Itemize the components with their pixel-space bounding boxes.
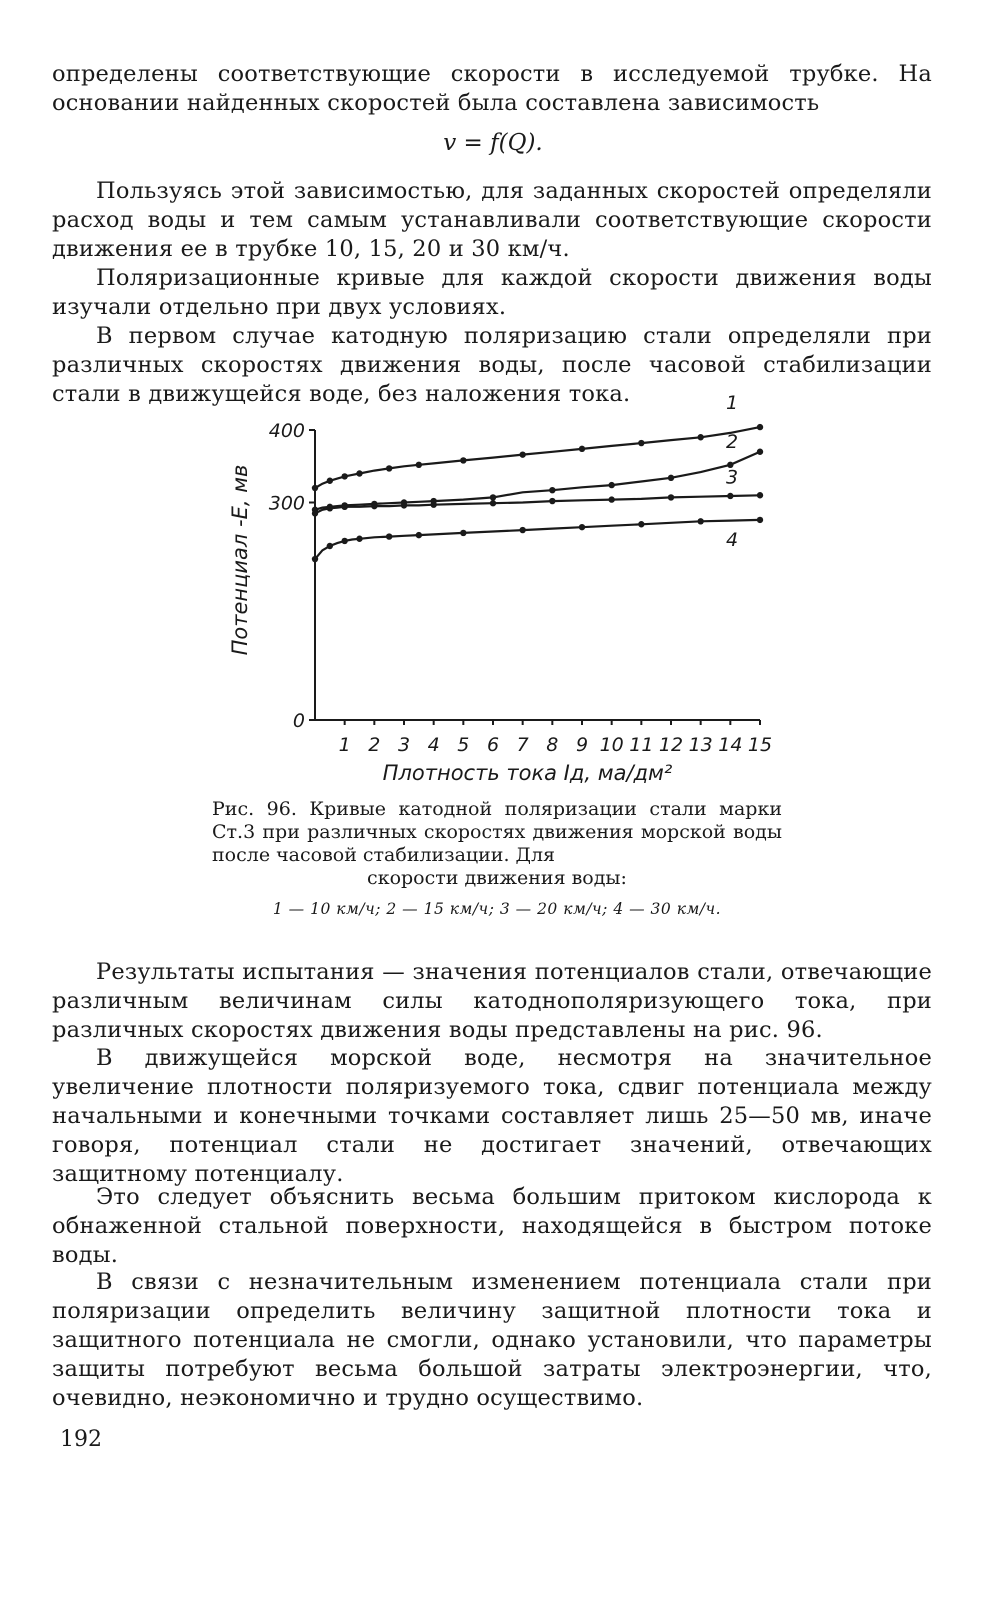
data-point-4 (327, 543, 333, 549)
chart-ticks (269, 420, 772, 756)
data-point-1 (460, 457, 466, 463)
x-tick-label: 2 (368, 734, 381, 756)
caption-main: Рис. 96. Кривые катодной поляризации стали марки Ст.3 при различных скоростях движения морской воды после часовой стабилизации. Для (212, 798, 782, 866)
data-point-1 (638, 440, 644, 446)
y-tick-label: 300 (268, 492, 305, 515)
data-point-4 (638, 521, 644, 527)
data-point-1 (697, 434, 703, 440)
data-point-3 (401, 502, 407, 508)
data-point-1 (312, 485, 318, 491)
series-label-4: 4 (725, 528, 739, 551)
caption-legend: 1 — 10 км/ч; 2 — 15 км/ч; 3 — 20 км/ч; 4 — 30 км/ч. (272, 900, 722, 918)
x-tick-label: 13 (688, 734, 713, 756)
data-point-3 (341, 504, 347, 510)
x-tick-label: 4 (427, 734, 440, 756)
data-point-3 (312, 510, 318, 516)
x-tick-label: 3 (397, 734, 411, 756)
data-point-4 (579, 524, 585, 530)
x-tick-label: 10 (599, 734, 624, 756)
data-point-3 (327, 505, 333, 511)
data-point-3 (371, 503, 377, 509)
paragraph-4: В первом случае катодную поляризацию стали определяли при различных скоростях движения воды, после часовой стабилизации стали в движущейся воде, без наложения тока. (52, 323, 932, 407)
data-point-2 (490, 494, 496, 500)
data-point-4 (341, 538, 347, 544)
series-line-4 (315, 520, 760, 559)
data-point-1 (519, 451, 525, 457)
data-point-2 (549, 487, 555, 493)
paragraph-3: Поляризационные кривые для каждой скорости движения воды изучали отдельно при двух условиях. (52, 265, 932, 320)
x-tick-label: 7 (516, 734, 529, 756)
x-tick-label: 12 (658, 734, 684, 756)
figure-caption (212, 798, 782, 890)
x-tick-label: 14 (718, 734, 743, 756)
data-point-2 (757, 449, 763, 455)
formula: v = f(Q). (443, 130, 543, 156)
data-point-4 (519, 527, 525, 533)
data-point-1 (416, 462, 422, 468)
series-label-2: 2 (725, 430, 739, 453)
data-point-3 (757, 492, 763, 498)
paragraph-6: В движущейся морской воде, несмотря на значительное увеличение плотности поляризуемого тока, сдвиг потенциала между начальными и конечными точками составляет лишь 25—50 мв, иначе говоря, потенциал стали не достигает значений, отвечающих защитному потенциалу. (52, 1045, 932, 1187)
x-tick-label: 6 (486, 734, 500, 756)
data-point-3 (490, 500, 496, 506)
data-point-4 (386, 533, 392, 539)
paragraph-7: Это следует объяснить весьма большим притоком кислорода к обнаженной стальной поверхности, находящейся в быстром потоке воды. (52, 1184, 932, 1268)
page-number: 192 (60, 1427, 102, 1452)
polarization-chart (225, 392, 785, 785)
data-point-4 (312, 556, 318, 562)
data-point-4 (460, 530, 466, 536)
x-tick-label: 11 (629, 734, 654, 756)
data-point-3 (430, 501, 436, 507)
x-tick-label: 1 (338, 734, 351, 756)
data-point-2 (608, 482, 614, 488)
data-point-1 (341, 473, 347, 479)
chart-series (312, 424, 763, 562)
data-point-2 (668, 475, 674, 481)
series-line-1 (315, 427, 760, 488)
series-label-3: 3 (725, 466, 739, 489)
paragraph-8: В связи с незначительным изменением потенциала стали при поляризации определить величину защитной плотности тока и защитного потенциала не смогли, однако установили, что параметры защиты потребуют весьма большой затраты электроэнергии, что, очевидно, неэкономично и трудно осуществимо. (52, 1269, 932, 1411)
x-tick-label: 9 (575, 734, 589, 756)
data-point-4 (757, 517, 763, 523)
x-tick-label: 15 (747, 734, 773, 756)
data-point-1 (386, 465, 392, 471)
data-point-3 (608, 496, 614, 502)
data-point-3 (549, 498, 555, 504)
data-point-4 (697, 518, 703, 524)
paragraph-5: Результаты испытания — значения потенциалов стали, отвечающие различным величинам силы катоднополяризующего тока, при различных скоростях движения воды представлены на рис. 96. (52, 959, 932, 1043)
data-point-3 (727, 493, 733, 499)
paragraph-2: Пользуясь этой зависимостью, для заданных скоростей определяли расход воды и тем самым устанавливали соответствующие скорости движения ее в трубке 10, 15, 20 и 30 км/ч. (52, 178, 932, 262)
data-point-1 (327, 478, 333, 484)
x-axis-title: Плотность тока Iд, ма/дм² (382, 761, 673, 785)
data-point-4 (416, 532, 422, 538)
y-axis-title: Потенциал -E, мв (228, 464, 252, 656)
caption-last-line: скорости движения воды: (367, 867, 627, 889)
x-tick-label: 5 (457, 734, 470, 756)
series-label-1: 1 (725, 392, 739, 415)
paragraph-1: определены соответствующие скорости в исследуемой трубке. На основании найденных скоростей была составлена зависимость (52, 61, 932, 116)
data-point-1 (356, 470, 362, 476)
y-tick-label: 0 (292, 710, 305, 732)
data-point-3 (668, 494, 674, 500)
data-point-1 (579, 446, 585, 452)
y-tick-label: 400 (268, 420, 305, 442)
x-tick-label: 8 (546, 734, 559, 756)
data-point-4 (356, 536, 362, 542)
data-point-1 (757, 424, 763, 430)
